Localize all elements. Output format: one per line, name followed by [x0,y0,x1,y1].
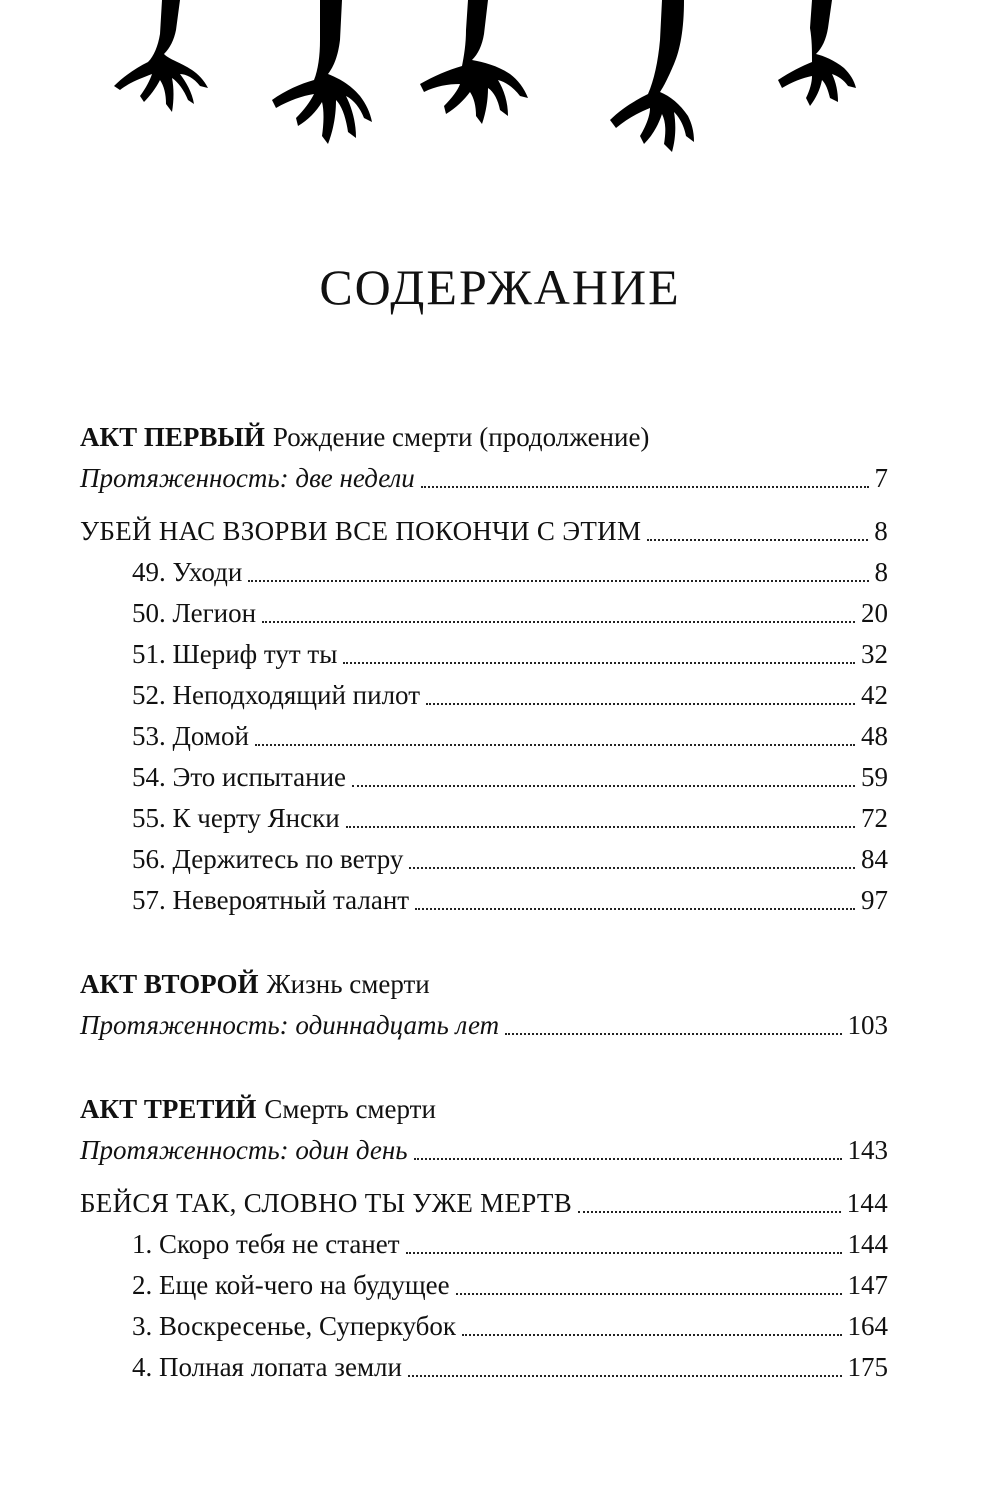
page-number: 72 [861,803,888,833]
hand-4-icon [584,0,714,165]
act-subtitle: Рождение смерти (продолжение) [272,422,650,452]
dot-leader [456,1293,842,1295]
dot-leader [406,1252,842,1254]
chapter-title: 4. Полная лопата земли [132,1352,402,1382]
dot-leader [426,703,855,705]
toc-chapter-entry [132,1265,888,1306]
toc-entry [80,458,888,499]
toc-part-entry [80,1183,888,1224]
toc-entry [80,1130,888,1171]
page-number: 164 [847,1311,888,1341]
entry-title: Протяженность: две недели [80,463,415,493]
chapter-title: 56. Держитесь по ветру [132,844,404,874]
dot-leader [409,867,855,869]
toc-chapter-entry [132,1347,888,1388]
dot-leader [647,539,868,541]
page-number: 147 [847,1270,888,1300]
dot-leader [352,785,855,787]
page-number: 143 [847,1135,888,1165]
dot-leader [415,908,855,910]
page-number: 103 [847,1010,888,1040]
chapter-title: 52. Неподходящий пилот [132,680,420,710]
toc-chapter-entry [132,634,888,675]
chapter-title: 51. Шериф тут ты [132,639,338,669]
dot-leader [462,1334,842,1336]
toc-chapter-entry [132,552,888,593]
chapter-title: 57. Невероятный талант [132,885,410,915]
page-number: 84 [861,844,888,874]
toc-part-entry [80,511,888,552]
dot-leader [414,1158,842,1160]
toc-chapter-entry [132,757,888,798]
entry-title: Протяженность: одиннадцать лет [80,1010,500,1040]
page-number: 59 [861,762,888,792]
act-label: АКТ ПЕРВЫЙ [80,422,265,452]
dot-leader [421,486,869,488]
page-number: 8 [874,557,888,587]
hand-2-icon [262,0,392,160]
page-number: 144 [846,1188,888,1218]
chapter-title: 55. К черту Янски [132,803,340,833]
chapter-title: 49. Уходи [132,557,243,587]
part-title: БЕЙСЯ ТАК, СЛОВНО ТЫ УЖЕ МЕРТВ [80,1188,573,1218]
dot-leader [255,744,855,746]
dot-leader [578,1211,841,1213]
dot-leader [346,826,855,828]
chapter-title: 54. Это испытание [132,762,347,792]
chapter-title: 2. Еще кой-чего на будущее [132,1270,450,1300]
entry-title: Протяженность: один день [80,1135,408,1165]
table-of-contents [80,416,888,1388]
toc-chapter-entry [132,593,888,634]
chapter-title: 3. Воскресенье, Суперкубок [132,1311,456,1341]
page-number: 7 [874,463,888,493]
page-number: 48 [861,721,888,751]
hand-3-icon [412,0,542,150]
page-number: 42 [861,680,888,710]
chapter-title: 53. Домой [132,721,249,751]
dot-leader [343,662,855,664]
act-subtitle: Смерть смерти [264,1094,436,1124]
dot-leader [408,1375,842,1377]
act-subtitle: Жизнь смерти [266,969,430,999]
hand-5-icon [760,0,870,120]
toc-chapter-entry [132,839,888,880]
act-label: АКТ ВТОРОЙ [80,969,259,999]
dot-leader [248,580,868,582]
chapter-title: 1. Скоро тебя не станет [132,1229,400,1259]
act-label: АКТ ТРЕТИЙ [80,1094,257,1124]
toc-chapter-entry [132,716,888,757]
toc-chapter-entry [132,1306,888,1347]
dot-leader [262,621,855,623]
part-title: УБЕЙ НАС ВЗОРВИ ВСЕ ПОКОНЧИ С ЭТИМ [80,516,642,546]
hand-1-icon [100,0,220,130]
toc-chapter-entry [132,798,888,839]
act-heading [80,416,888,458]
act-heading [80,1088,888,1130]
page-number: 32 [861,639,888,669]
chapter-title: 50. Легион [132,598,257,628]
toc-chapter-entry [132,880,888,921]
toc-entry [80,1005,888,1046]
clawed-hands-illustration [0,0,1000,170]
page-number: 20 [861,598,888,628]
toc-chapter-entry [132,1224,888,1265]
page-number: 144 [847,1229,888,1259]
toc-chapter-entry [132,675,888,716]
page-number: 8 [874,516,888,546]
page-number: 175 [847,1352,888,1382]
page-number: 97 [861,885,888,915]
act-heading [80,963,888,1005]
dot-leader [505,1033,841,1035]
page-title: СОДЕРЖАНИЕ [319,259,681,315]
